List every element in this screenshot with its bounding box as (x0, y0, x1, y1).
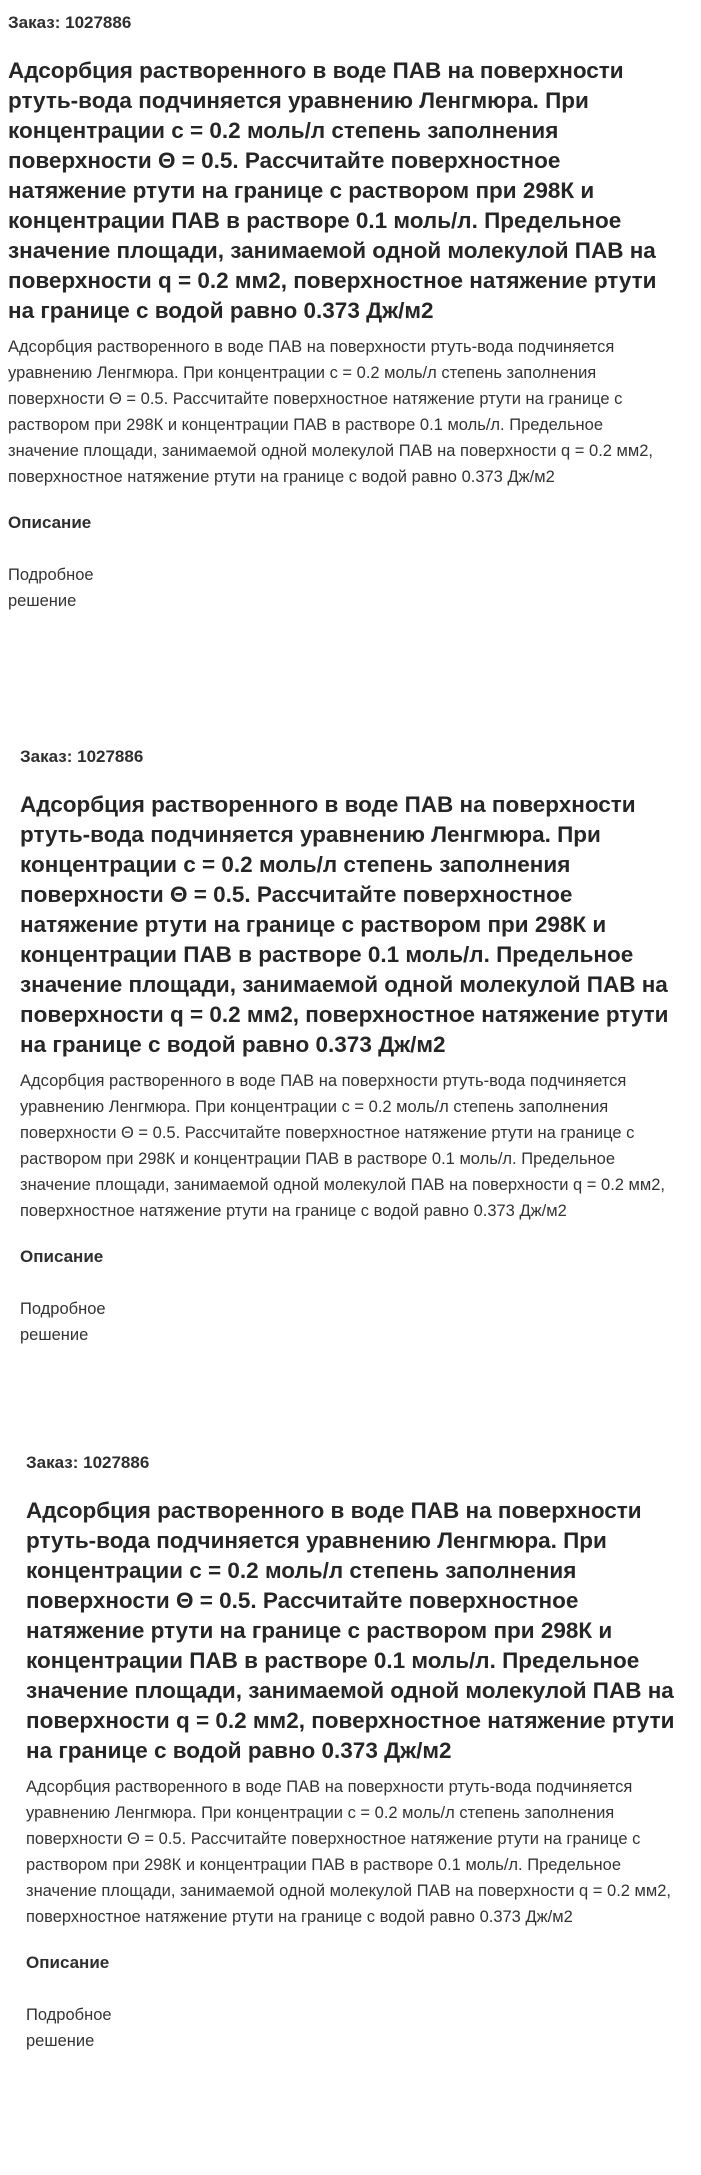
order-number: Заказ: 1027886 (8, 13, 132, 32)
description-label: Описание (8, 513, 92, 532)
detailed-solution-link[interactable]: Подробное решение (26, 2006, 112, 2050)
description-label: Описание (20, 1247, 104, 1266)
order-card (20, 742, 688, 1348)
detailed-solution-link[interactable]: Подробное решение (20, 1300, 106, 1344)
task-text: Адсорбция растворенного в воде ПАВ на поверхности ртуть-вода подчиняется уравнению Ленгмюра. При концентрации с = 0.2 моль/л степень заполнения поверхности Θ = 0.5. Рассчитайте поверхностное натяжение ртути на границе с раствором при 298К и концентрации ПАВ в растворе 0.1 моль/л. Предельное значение площади, занимаемой одной молекулой ПАВ на поверхности q = 0.2 мм2, поверхностное натяжение ртути на границе с водой равно 0.373 Дж/м2 (8, 338, 653, 486)
task-text: Адсорбция растворенного в воде ПАВ на поверхности ртуть-вода подчиняется уравнению Ленгмюра. При концентрации с = 0.2 моль/л степень заполнения поверхности Θ = 0.5. Рассчитайте поверхностное натяжение ртути на границе с раствором при 298К и концентрации ПАВ в растворе 0.1 моль/л. Предельное значение площади, занимаемой одной молекулой ПАВ на поверхности q = 0.2 мм2, поверхностное натяжение ртути на границе с водой равно 0.373 Дж/м2 (20, 1072, 665, 1220)
order-number: Заказ: 1027886 (20, 747, 144, 766)
task-title: Адсорбция растворенного в воде ПАВ на поверхности ртуть-вода подчиняется уравнению Ленгмюра. При концентрации с = 0.2 моль/л степень заполнения поверхности Θ = 0.5. Рассчитайте поверхностное натяжение ртути на границе с раствором при 298К и концентрации ПАВ в растворе 0.1 моль/л. Предельное значение площади, занимаемой одной молекулой ПАВ на поверхности q = 0.2 мм2, поверхностное натяжение ртути на границе с водой равно 0.373 Дж/м2 (8, 58, 657, 323)
task-title: Адсорбция растворенного в воде ПАВ на поверхности ртуть-вода подчиняется уравнению Ленгмюра. При концентрации с = 0.2 моль/л степень заполнения поверхности Θ = 0.5. Рассчитайте поверхностное натяжение ртути на границе с раствором при 298К и концентрации ПАВ в растворе 0.1 моль/л. Предельное значение площади, занимаемой одной молекулой ПАВ на поверхности q = 0.2 мм2, поверхностное натяжение ртути на границе с водой равно 0.373 Дж/м2 (20, 792, 669, 1057)
order-card (8, 8, 676, 614)
task-text: Адсорбция растворенного в воде ПАВ на поверхности ртуть-вода подчиняется уравнению Ленгмюра. При концентрации с = 0.2 моль/л степень заполнения поверхности Θ = 0.5. Рассчитайте поверхностное натяжение ртути на границе с раствором при 298К и концентрации ПАВ в растворе 0.1 моль/л. Предельное значение площади, занимаемой одной молекулой ПАВ на поверхности q = 0.2 мм2, поверхностное натяжение ртути на границе с водой равно 0.373 Дж/м2 (26, 1778, 671, 1926)
task-title: Адсорбция растворенного в воде ПАВ на поверхности ртуть-вода подчиняется уравнению Ленгмюра. При концентрации с = 0.2 моль/л степень заполнения поверхности Θ = 0.5. Рассчитайте поверхностное натяжение ртути на границе с раствором при 298К и концентрации ПАВ в растворе 0.1 моль/л. Предельное значение площади, занимаемой одной молекулой ПАВ на поверхности q = 0.2 мм2, поверхностное натяжение ртути на границе с водой равно 0.373 Дж/м2 (26, 1498, 675, 1763)
order-number: Заказ: 1027886 (26, 1453, 150, 1472)
order-card (26, 1448, 694, 2054)
description-label: Описание (26, 1953, 110, 1972)
detailed-solution-link[interactable]: Подробное решение (8, 566, 94, 610)
